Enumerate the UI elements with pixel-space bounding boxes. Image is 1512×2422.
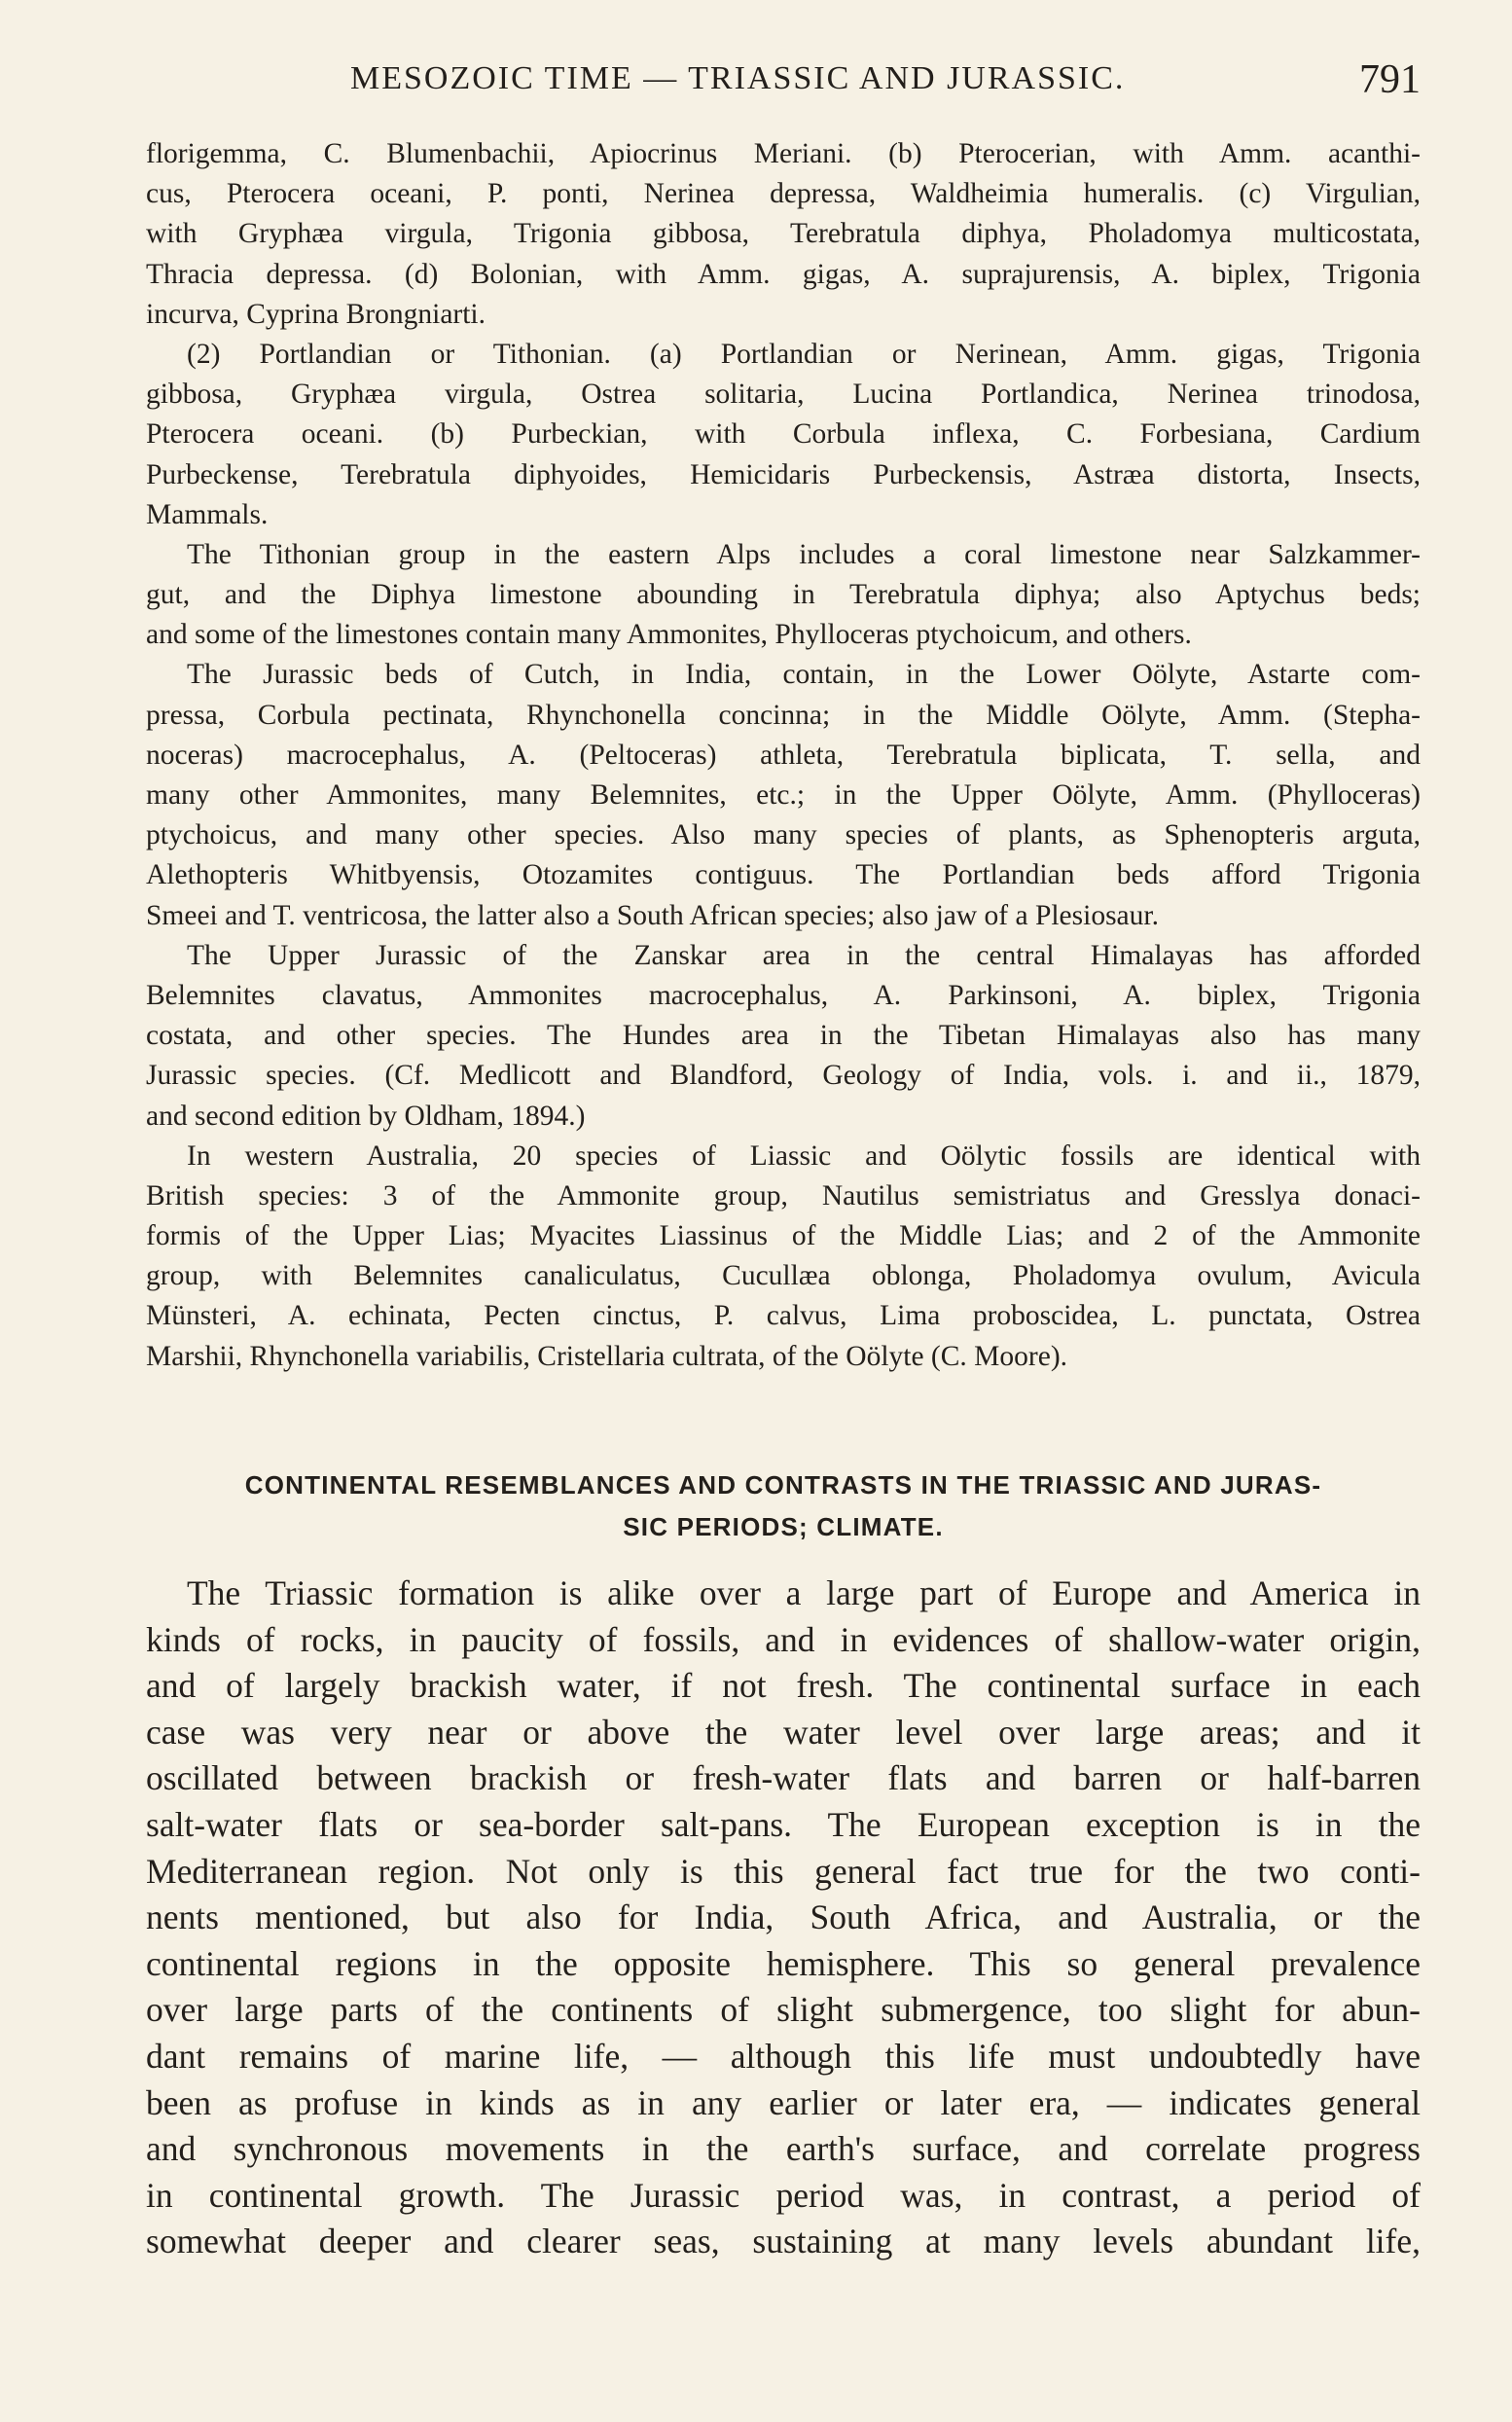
text-line: been as profuse in kinds as in any earlier or later era, — indicates general (146, 2082, 1421, 2122)
text-line: The Jurassic beds of Cutch, in India, contain, in the Lower Oölyte, Astarte com- (187, 659, 1421, 691)
text-line: Belemnites clavatus, Ammonites macrocephalus, A. Parkinsoni, A. biplex, Trigonia (146, 979, 1421, 1011)
text-line: in continental growth. The Jurassic period was, in contrast, a period of (146, 2175, 1421, 2215)
text-line: noceras) macrocephalus, A. (Peltoceras) athleta, Terebratula biplicata, T. sella, and (146, 739, 1421, 771)
text-line: Mediterranean region. Not only is this general fact true for the two conti- (146, 1851, 1421, 1891)
text-line: nents mentioned, but also for India, South Africa, and Australia, or the (146, 1898, 1421, 1937)
text-line: British species: 3 of the Ammonite group, Nautilus semistriatus and Gresslya donaci- (146, 1179, 1421, 1211)
section-heading (146, 1464, 1421, 1548)
text-line: incurva, Cyprina Brongniarti. (146, 298, 486, 330)
text-line: Mammals. (146, 498, 269, 530)
text-line: continental regions in the opposite hemisphere. This so general prevalence (146, 1943, 1421, 1983)
text-line: oscillated between brackish or fresh-water flats and barren or half-barren (146, 1758, 1421, 1798)
small-print-block (146, 134, 1421, 1377)
text-line: Jurassic species. (Cf. Medlicott and Blandford, Geology of India, vols. i. and ii., 1879, (146, 1060, 1421, 1092)
text-line: and synchronous movements in the earth's surface, and correlate progress (146, 2129, 1421, 2169)
text-line: Thracia depressa. (d) Bolonian, with Amm. gigas, A. suprajurensis, A. biplex, Trigonia (146, 258, 1421, 290)
running-head (146, 56, 1421, 115)
text-line: over large parts of the continents of slight submergence, too slight for abun- (146, 1990, 1421, 2030)
text-line: gut, and the Diphya limestone abounding in Terebratula diphya; also Aptychus beds; (146, 579, 1421, 611)
text-line: ptychoicus, and many other species. Also many species of plants, as Sphenopteris arguta, (146, 819, 1421, 851)
text-line: and some of the limestones contain many Ammonites, Phylloceras ptychoicum, and others. (146, 619, 1192, 651)
text-line: Purbeckense, Terebratula diphyoides, Hemicidaris Purbeckensis, Astræa distorta, Insects, (146, 458, 1421, 490)
text-line: The Upper Jurassic of the Zanskar area in the central Himalayas has afforded (187, 939, 1421, 971)
text-line: The Tithonian group in the eastern Alps includes a coral limestone near Salzkammer- (187, 538, 1421, 570)
text-line: case was very near or above the water level over large areas; and it (146, 1712, 1421, 1752)
text-line: group, with Belemnites canaliculatus, Cucullæa oblonga, Pholadomya ovulum, Avicula (146, 1260, 1421, 1292)
text-line: Münsteri, A. echinata, Pecten cinctus, P. calvus, Lima proboscidea, L. punctata, Ostrea (146, 1300, 1421, 1332)
text-line: somewhat deeper and clearer seas, sustaining at many levels abundant life, (146, 2222, 1421, 2261)
section-heading-line: SIC PERIODS; CLIMATE. (623, 1512, 944, 1541)
text-line: and of largely brackish water, if not fresh. The continental surface in each (146, 1666, 1421, 1706)
text-line: gibbosa, Gryphæa virgula, Ostrea solitaria, Lucina Portlandica, Nerinea trinodosa, (146, 379, 1421, 411)
text-line: cus, Pterocera oceani, P. ponti, Nerinea depressa, Waldheimia humeralis. (c) Virgulian, (146, 178, 1421, 210)
text-line: salt-water flats or sea-border salt-pans. The European exception is in the (146, 1804, 1421, 1844)
text-line: and second edition by Oldham, 1894.) (146, 1100, 586, 1132)
text-line: Alethopteris Whitbyensis, Otozamites contiguus. The Portlandian beds afford Trigonia (146, 859, 1421, 891)
text-line: formis of the Upper Lias; Myacites Liassinus of the Middle Lias; and 2 of the Ammonite (146, 1220, 1421, 1252)
page-number: 791 (1359, 57, 1421, 102)
text-line: In western Australia, 20 species of Liassic and Oölytic fossils are identical with (187, 1139, 1421, 1172)
text-line: costata, and other species. The Hundes area in the Tibetan Himalayas also has many (146, 1020, 1421, 1052)
text-line: Pterocera oceani. (b) Purbeckian, with Corbula inflexa, C. Forbesiana, Cardium (146, 418, 1421, 451)
main-body-text (146, 1571, 1421, 2265)
running-title: MESOZOIC TIME — TRIASSIC AND JURASSIC. (350, 60, 1126, 96)
text-line: kinds of rocks, in paucity of fossils, and in evidences of shallow-water origin, (146, 1619, 1421, 1659)
section-heading-line: CONTINENTAL RESEMBLANCES AND CONTRASTS IN THE TRIASSIC AND JURAS- (244, 1470, 1322, 1500)
text-line: The Triassic formation is alike over a large part of Europe and America in (187, 1573, 1421, 1612)
text-line: pressa, Corbula pectinata, Rhynchonella concinna; in the Middle Oölyte, Amm. (Stepha- (146, 699, 1421, 731)
text-line: Marshii, Rhynchonella variabilis, Cristellaria cultrata, of the Oölyte (C. Moore). (146, 1340, 1068, 1372)
text-line: dant remains of marine life, — although this life must undoubtedly have (146, 2036, 1421, 2076)
text-line: many other Ammonites, many Belemnites, etc.; in the Upper Oölyte, Amm. (Phylloceras) (146, 779, 1421, 811)
text-line: with Gryphæa virgula, Trigonia gibbosa, Terebratula diphya, Pholadomya multicostata, (146, 218, 1421, 250)
text-line: (2) Portlandian or Tithonian. (a) Portlandian or Nerinean, Amm. gigas, Trigonia (187, 338, 1421, 370)
text-line: florigemma, C. Blumenbachii, Apiocrinus Meriani. (b) Pterocerian, with Amm. acanthi- (146, 138, 1421, 169)
text-line: Smeei and T. ventricosa, the latter also a South African species; also jaw of a Plesiosaur. (146, 899, 1159, 931)
